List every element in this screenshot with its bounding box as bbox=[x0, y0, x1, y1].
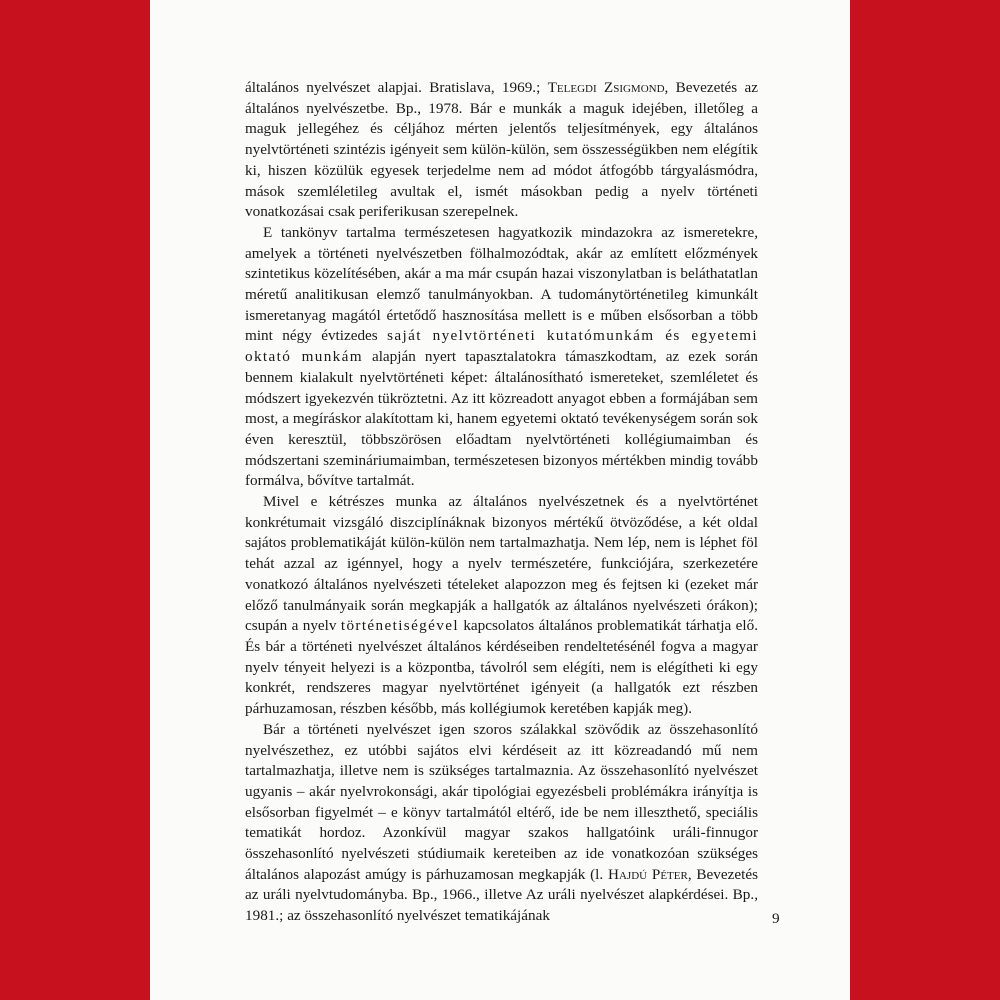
paragraph bbox=[245, 223, 758, 492]
paragraph bbox=[245, 492, 758, 720]
body-text bbox=[245, 78, 758, 927]
text-run: Mivel e kétrészes munka az általános nyelvészetnek és a nyelvtörténet konkrétumait vizsgáló diszciplínáknak bizonyos mértékű ötvöződése, a két oldal sajátos problematikáját külön-külön nem tartalmazhatja. Nem lép, nem is léphet föl tehát azzal az igénnyel, hogy a nyelv természetére, funkciójára, szerkezetére vonatkozó általános nyelvészeti tételeket alapozzon meg és fejtsen ki (ezeket már előző tanulmányaik során megkapják a hallgatók az általános nyelvészeti órákon); csupán a nyelv bbox=[245, 493, 758, 635]
book-page bbox=[150, 0, 850, 1000]
paragraph bbox=[245, 720, 758, 927]
author-name: Hajdú Péter bbox=[608, 865, 688, 883]
emphasized-text: történetiségével bbox=[340, 617, 459, 635]
text-run: , Bevezetés az általános nyelvészetbe. Bp., 1978. Bár e munkák a maguk idejében, illetőleg a maguk jellegéhez és céljához mérten jelentős teljesítmények, egy általános nyelvtörténeti szintézis igényeit sem külön-külön, sem összességükben nem elégítik ki, hiszen közülük egyesek terjedelme nem ad módot átfogóbb tárgyalásmódra, mások szemléletileg avultak el, ismét másokban pedig a nyelv történeti vonatkozásai csak periferikusan szerepelnek. bbox=[245, 79, 758, 221]
emphasized-text: saját nyelvtörténeti kutatómunkám és egyetemi oktató munkám bbox=[245, 327, 758, 366]
paragraph bbox=[245, 78, 758, 223]
text-run: általános nyelvészet alapjai. Bratislava, 1969.; bbox=[245, 79, 548, 96]
page-number: 9 bbox=[772, 910, 780, 927]
text-run: , Bevezetés az uráli nyelvtudományba. Bp., 1966., illetve Az uráli nyelvészet alapkérdései. Bp., 1981.; az összehasonlító nyelvészet tematikájának bbox=[245, 865, 758, 925]
text-run: Bár a történeti nyelvészet igen szoros szálakkal szövődik az összehasonlító nyelvészethez, ez utóbbi sajátos elvi kérdéseit az itt közreadandó mű nem tartalmazhatja, illetve nem is szükséges tartalmaznia. Az összehasonlító nyelvészet ugyanis – akár nyelvrokonsági, akár tipológiai egyezésbeli problémákra irányítja is elsősorban figyelmét – e könyv tartalmától eltérő, ide be nem illeszthető, speciális tematikát hordoz. Azonkívül magyar szakos hallgatóink uráli-finnugor összehasonlító nyelvészeti stúdiumaik kereteiben az ide vonatkozóan szükséges általános alapozást amúgy is párhuzamosan megkapják (l. bbox=[245, 720, 758, 883]
text-run: E tankönyv tartalma természetesen hagyatkozik mindazokra az ismeretekre, amelyek a történeti nyelvészetben fölhalmozódtak, akár az említett előzmények szintetikus közelítésében, akár a ma már csupán hazai viszonylatban is beláthatatlan méretű analitikusan elemző tanulmányokban. A tudománytörténetileg kimunkált ismeretanyag magától értetődő hasznosítása mellett is e műben elsősorban a több mint négy évtizedes bbox=[245, 223, 758, 345]
text-run: alapján nyert tapasztalatokra támaszkodtam, az ezek során bennem kialakult nyelvtörténeti képet: általánosítható ismereteket, szemléletet és módszert igyekezvén tükröztetni. Az itt közreadott anyagot ebben a formájában sem most, a megíráskor alakítottam ki, hanem egyetemi oktató tevékenységem során sok éven keresztül, többszörösen előadtam nyelvtörténeti kollégiumaimban és módszertani szemináriumaimban, természetesen bizonyos mértékben mindig tovább formálva, bővítve tartalmát. bbox=[245, 348, 758, 490]
text-run: kapcsolatos általános problematikát tárhatja elő. És bár a történeti nyelvészet általános kérdéseiben rendeltetésénél fogva a magyar nyelv tényeit helyezi is a központba, távolról sem elégíti, nem is elégítheti ki egy konkrét, rendszeres magyar nyelvtörténet igényeit (a hallgatók ezt részben párhuzamosan, részben később, más kollégiumok keretében kapják meg). bbox=[245, 617, 759, 718]
author-name: Telegdi Zsigmond bbox=[547, 79, 665, 96]
